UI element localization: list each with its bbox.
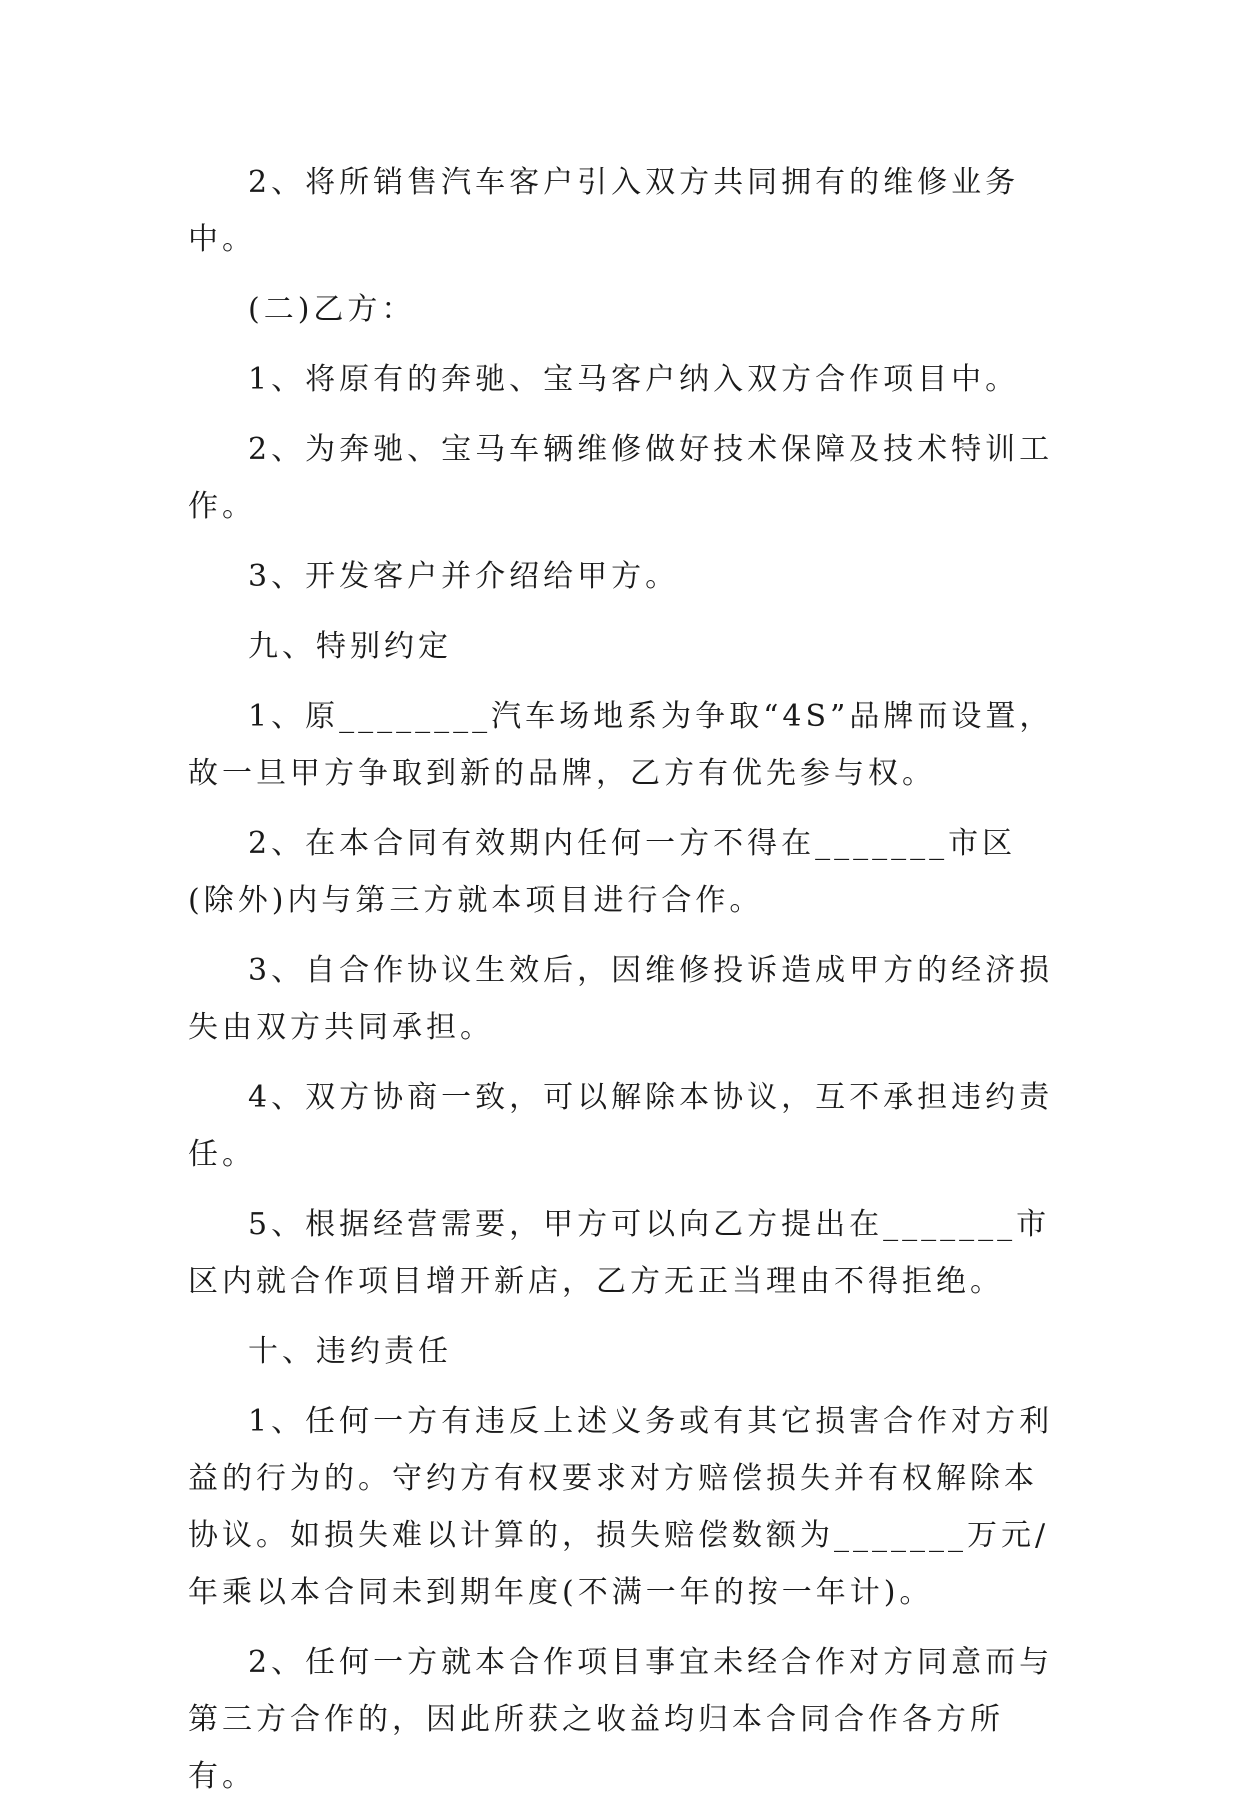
paragraph-sale-clients: 2、将所销售汽车客户引入双方共同拥有的维修业务中。 [188,165,1020,257]
paragraph-special-1: 1、原________汽车场地系为争取“4S”品牌而设置，故一旦甲方争取到新的品牌，乙方有优先参与权。 [188,699,1054,791]
paragraph-breach-2: 2、任何一方就本合作项目事宜未经合作对方同意而与第三方合作的，因此所获之收益均归本合同合作各方所有。 [188,1645,1054,1794]
heading-breach-liability: 十、违约责任 [248,1334,452,1369]
paragraph-b-tech-support: 2、为奔驰、宝马车辆维修做好技术保障及技术特训工作。 [188,432,1054,524]
document-page [188,154,1058,1818]
paragraph-b-develop-clients: 3、开发客户并介绍给甲方。 [248,559,680,594]
paragraph-b-clients: 1、将原有的奔驰、宝马客户纳入双方合作项目中。 [248,362,1020,397]
paragraph-special-4: 4、双方协商一致，可以解除本协议，互不承担违约责任。 [188,1080,1054,1172]
paragraph-special-5: 5、根据经营需要，甲方可以向乙方提出在_______市区内就合作项目增开新店，乙方无正当理由不得拒绝。 [188,1207,1051,1299]
heading-party-b: (二)乙方： [248,292,416,327]
paragraph-breach-1: 1、任何一方有违反上述义务或有其它损害合作对方利益的行为的。守约方有权要求对方赔偿损失并有权解除本协议。如损失难以计算的，损失赔偿数额为_______万元/年乘以本合同未到期年度(不满一年的按一年计)。 [188,1404,1054,1610]
heading-special-agreement: 九、特别约定 [248,629,452,664]
paragraph-special-2: 2、在本合同有效期内任何一方不得在_______市区(除外)内与第三方就本项目进行合作。 [188,826,1017,918]
paragraph-special-3: 3、自合作协议生效后，因维修投诉造成甲方的经济损失由双方共同承担。 [188,953,1054,1045]
